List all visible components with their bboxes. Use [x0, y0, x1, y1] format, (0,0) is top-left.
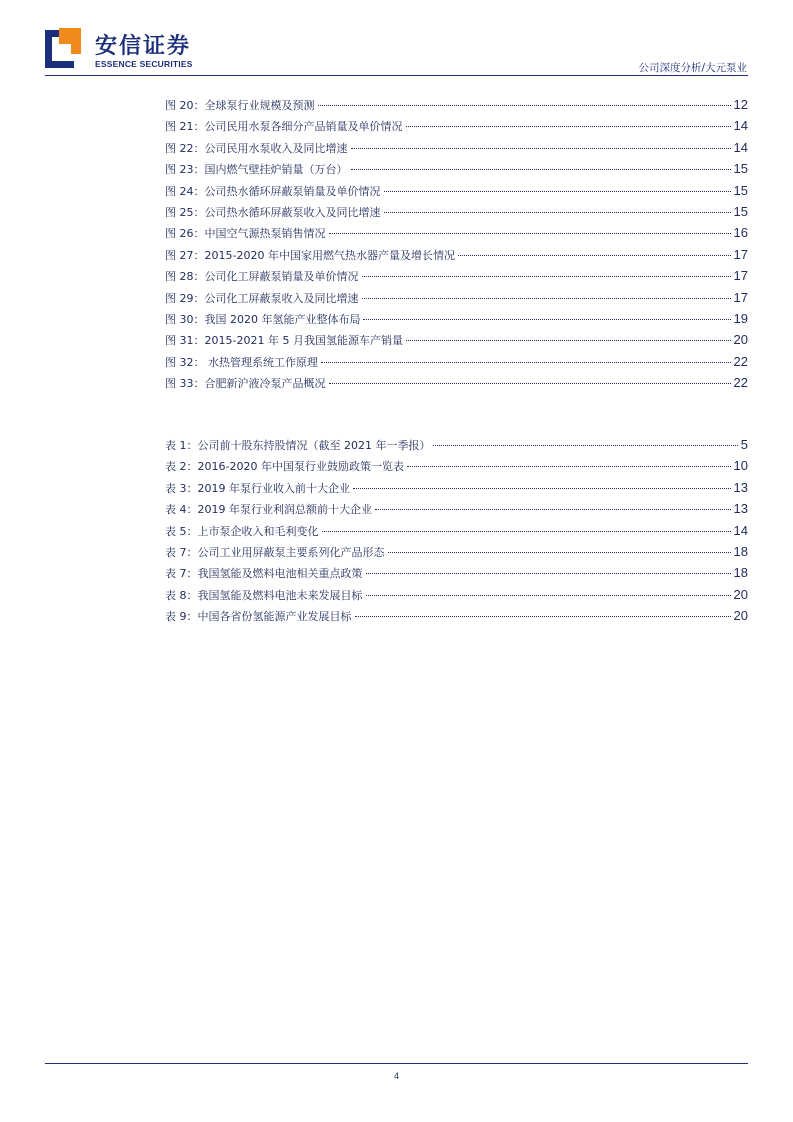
figure-entry-label: 图 33：合肥新沪液冷泵产品概况	[165, 377, 326, 391]
dot-leader	[329, 233, 731, 234]
figure-entry-page: 15	[733, 203, 748, 219]
figure-entry-label: 图 27：2015-2020 年中国家用燃气热水器产量及增长情况	[165, 248, 455, 262]
dot-leader	[366, 573, 731, 574]
figure-entry[interactable]	[165, 247, 748, 268]
figure-entry-page: 12	[733, 97, 748, 112]
table-entry-label: 表 5：上市泵企收入和毛利变化	[165, 524, 319, 538]
figure-entry[interactable]	[165, 140, 748, 161]
figure-entry[interactable]	[165, 354, 748, 375]
figure-entry-page: 16	[733, 225, 748, 241]
header-divider	[45, 75, 748, 76]
dot-leader	[384, 191, 731, 192]
table-index	[165, 437, 748, 630]
table-entry-page: 20	[733, 608, 748, 624]
figure-entry-page: 22	[733, 353, 748, 369]
dot-leader	[388, 552, 731, 553]
company-logo	[45, 28, 220, 72]
dot-leader	[321, 362, 731, 363]
figure-entry-label: 图 22：公司民用水泵收入及同比增速	[165, 141, 348, 155]
table-entry-label: 表 8：我国氢能及燃料电池未来发展目标	[165, 588, 363, 602]
table-entry-label: 表 1：公司前十股东持股情况（截至 2021 年一季报）	[165, 439, 431, 452]
table-entry[interactable]	[165, 523, 748, 544]
figure-entry-label: 图 23：国内燃气壁挂炉销量（万台）	[165, 163, 348, 177]
table-entry[interactable]	[165, 544, 748, 565]
dot-leader	[375, 509, 731, 510]
figure-entry-page: 17	[733, 289, 748, 305]
figure-entry-page: 17	[733, 246, 748, 262]
dot-leader	[406, 126, 731, 127]
figure-entry-label: 图 25：公司热水循环屏蔽泵收入及同比增速	[165, 205, 381, 219]
logo-chinese-name: 安信证券	[95, 34, 192, 59]
dot-leader	[362, 298, 731, 299]
dot-leader	[351, 169, 731, 170]
figure-entry-page: 15	[733, 161, 748, 177]
figure-entry[interactable]	[165, 290, 748, 311]
dot-leader	[355, 616, 731, 617]
table-entry-page: 5	[740, 437, 748, 452]
dot-leader	[406, 340, 731, 341]
dot-leader	[362, 276, 731, 277]
report-tag: 公司深度分析/大元泵业	[638, 62, 747, 74]
figure-entry-page: 15	[733, 182, 748, 198]
figure-entry[interactable]	[165, 332, 748, 353]
dot-leader	[366, 595, 731, 596]
dot-leader	[329, 383, 731, 384]
dot-leader	[322, 531, 731, 532]
table-entry[interactable]	[165, 458, 748, 479]
figure-entry[interactable]	[165, 97, 748, 118]
figure-entry-label: 图 29：公司化工屏蔽泵收入及同比增速	[165, 291, 359, 305]
table-entry-page: 10	[733, 458, 748, 474]
figure-entry[interactable]	[165, 311, 748, 332]
figure-entry-label: 图 21：公司民用水泵各细分产品销量及单价情况	[165, 120, 403, 134]
dot-leader	[363, 319, 730, 320]
figure-index	[165, 97, 748, 396]
figure-entry-label: 图 31：2015-2021 年 5 月我国氢能源车产销量	[165, 334, 403, 348]
dot-leader	[318, 105, 731, 106]
table-entry-page: 18	[733, 565, 748, 581]
figure-entry[interactable]	[165, 161, 748, 182]
figure-entry-page: 19	[733, 310, 748, 326]
table-entry[interactable]	[165, 587, 748, 608]
figure-entry[interactable]	[165, 268, 748, 289]
table-entry[interactable]	[165, 437, 748, 458]
dot-leader	[433, 445, 737, 446]
figure-entry-label: 图 20：全球泵行业规模及预测	[165, 99, 315, 112]
table-entry-label: 表 3：2019 年泵行业收入前十大企业	[165, 481, 350, 495]
figure-entry[interactable]	[165, 118, 748, 139]
table-entry-label: 表 2：2016-2020 年中国泵行业鼓励政策一览表	[165, 460, 404, 474]
figure-entry-page: 14	[733, 139, 748, 155]
table-entry-label: 表 9：中国各省份氢能源产业发展目标	[165, 610, 352, 624]
figure-entry-page: 20	[733, 332, 748, 348]
figure-entry-page: 17	[733, 268, 748, 284]
figure-entry[interactable]	[165, 375, 748, 396]
dot-leader	[384, 212, 731, 213]
table-entry[interactable]	[165, 608, 748, 629]
table-entry-label: 表 7：公司工业用屏蔽泵主要系列化产品形态	[165, 545, 385, 559]
figure-entry[interactable]	[165, 204, 748, 225]
figure-entry[interactable]	[165, 183, 748, 204]
footer-divider	[45, 1063, 748, 1064]
figure-entry-page: 22	[733, 375, 748, 391]
table-entry-page: 13	[733, 479, 748, 495]
table-entry[interactable]	[165, 565, 748, 586]
figure-entry-page: 14	[733, 118, 748, 134]
dot-leader	[351, 148, 731, 149]
logo-english-name: ESSENCE SECURITIES	[95, 59, 193, 69]
table-entry[interactable]	[165, 501, 748, 522]
figure-entry-label: 图 24：公司热水循环屏蔽泵销量及单价情况	[165, 184, 381, 198]
table-entry-page: 13	[733, 501, 748, 517]
figure-entry-label: 图 28：公司化工屏蔽泵销量及单价情况	[165, 270, 359, 284]
table-entry-label: 表 4：2019 年泵行业利润总额前十大企业	[165, 503, 372, 517]
page-number: 4	[393, 1071, 399, 1081]
figure-entry[interactable]	[165, 225, 748, 246]
figure-entry-label: 图 30：我国 2020 年氢能产业整体布局	[165, 312, 361, 326]
table-entry-page: 20	[733, 586, 748, 602]
table-entry-page: 14	[733, 522, 748, 538]
dot-leader	[353, 488, 731, 489]
figure-entry-label: 图 26：中国空气源热泵销售情况	[165, 227, 326, 241]
table-entry[interactable]	[165, 480, 748, 501]
dot-leader	[458, 255, 731, 256]
dot-leader	[407, 466, 731, 467]
figure-entry-label: 图 32： 水热管理系统工作原理	[165, 355, 318, 369]
essence-logo-icon	[45, 28, 81, 68]
table-entry-label: 表 7：我国氢能及燃料电池相关重点政策	[165, 567, 363, 581]
table-entry-page: 18	[733, 543, 748, 559]
